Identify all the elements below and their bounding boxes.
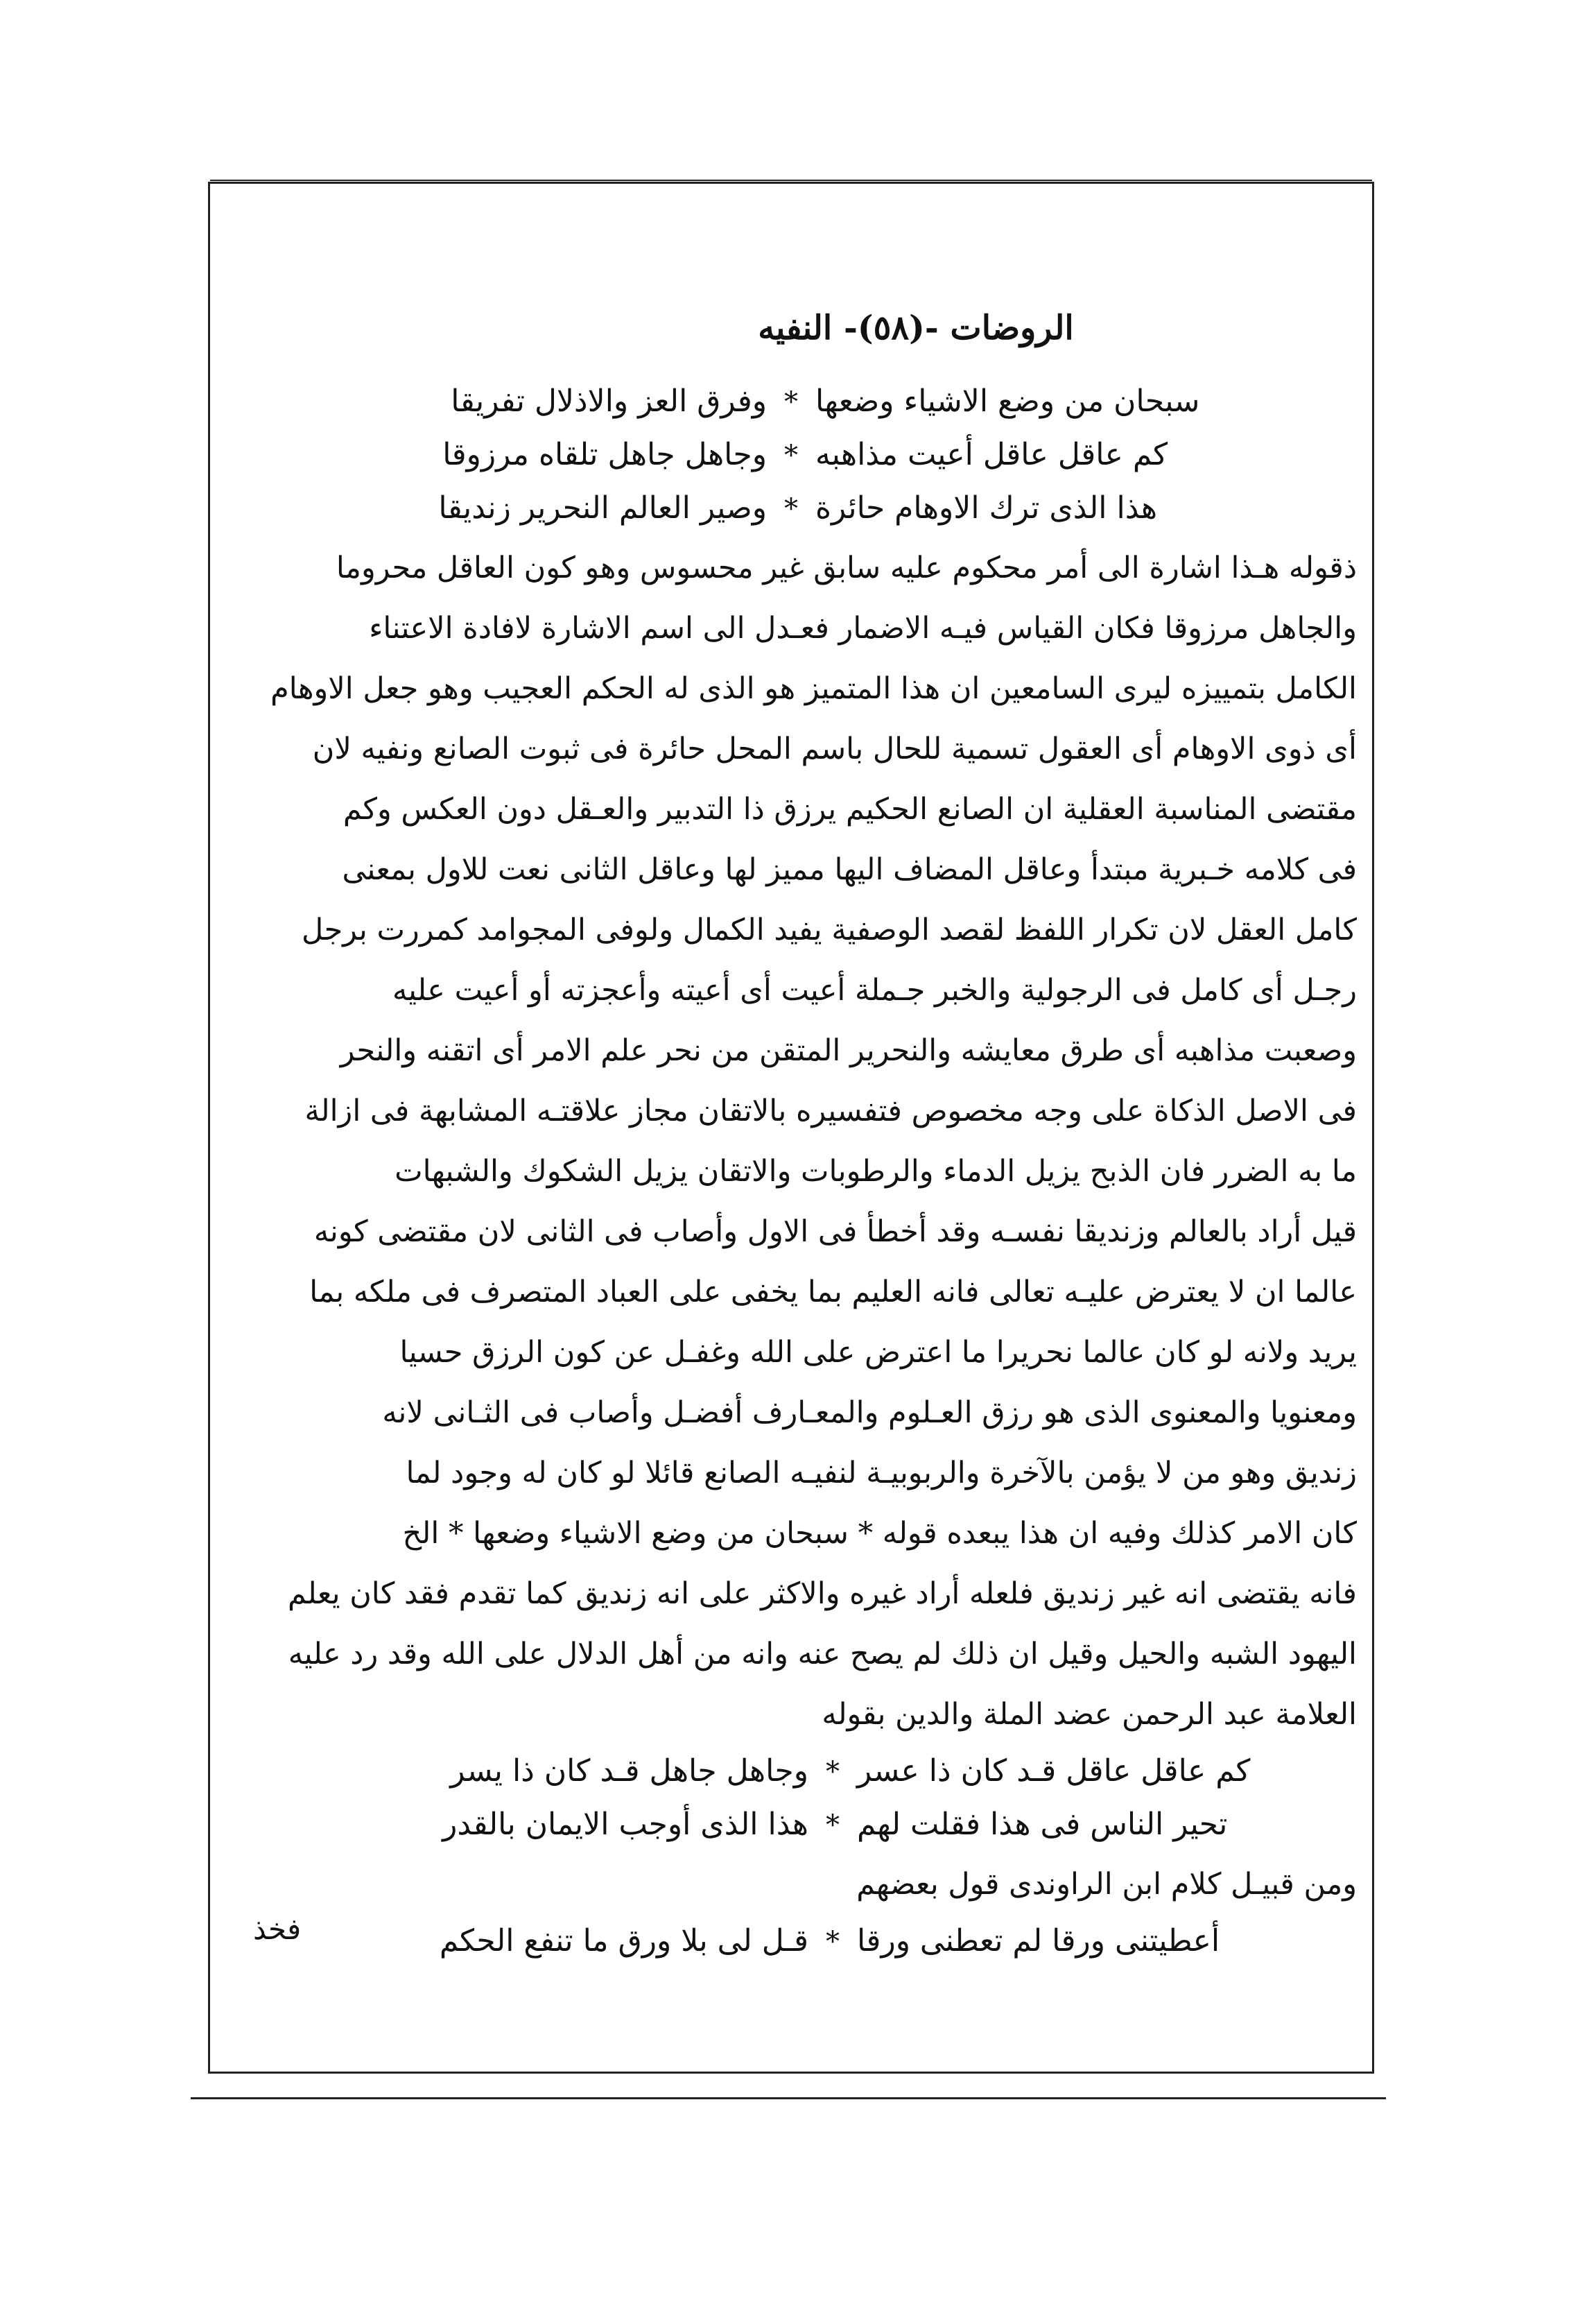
verse-hemistich-first: أعطيتنى ورقا لم تعطنى ورقا bbox=[857, 1923, 1220, 1959]
verse-line bbox=[225, 1745, 1357, 1798]
prose-line: فانه يقتضى انه غير زنديق فلعله أراد غيره والاكثر على انه زنديق كما تقدم فقد كان يعلم bbox=[287, 1576, 1357, 1611]
star-separator-icon: * bbox=[826, 1926, 840, 1958]
prose-line: العلامة عبد الرحمن عضد الملة والدين بقوله bbox=[822, 1697, 1357, 1732]
star-separator-icon: * bbox=[826, 1809, 840, 1841]
page-frame bbox=[208, 182, 1374, 2074]
running-title: الروضات -(٥٨)- النفيه bbox=[758, 309, 1074, 347]
star-separator-icon: * bbox=[784, 440, 798, 472]
prose-line: يريد ولانه لو كان عالما نحريرا ما اعترض على الله وغفـل عن كون الرزق حسيا bbox=[399, 1335, 1357, 1370]
verse-line bbox=[225, 482, 1357, 535]
prose-line: أى ذوى الاوهام أى العقول تسمية للحال باسم المحل حائرة فى ثبوت الصانع ونفيه لان bbox=[312, 732, 1357, 766]
verse-hemistich-second: هذا الذى أوجب الايمان بالقدر bbox=[442, 1807, 808, 1842]
prose-line: ومعنويا والمعنوى الذى هو رزق العـلوم والمعـارف أفضـل وأصاب فى الثـانى لانه bbox=[382, 1395, 1357, 1430]
verse-hemistich-second: وفرق العز والاذلال تفريقا bbox=[451, 384, 767, 419]
verse-hemistich-second: قـل لى بلا ورق ما تنفع الحكم bbox=[439, 1923, 808, 1959]
verse-hemistich-second: وجاهل جاهل قـد كان ذا يسر bbox=[450, 1753, 808, 1789]
prose-line: الكامل بتمييزه ليرى السامعين ان هذا المتميز هو الذى له الحكم العجيب وهو جعل الاوهام bbox=[270, 671, 1357, 706]
verse-line bbox=[225, 1915, 1357, 1968]
prose-line: ما به الضرر فان الذبح يزيل الدماء والرطوبات والاتقان يزيل الشكوك والشبهات bbox=[394, 1154, 1357, 1189]
prose-line: كان الامر كذلك وفيه ان هذا يبعده قوله * سبحان من وضع الاشياء وضعها * الخ bbox=[402, 1516, 1357, 1551]
commentary-prose-2 bbox=[225, 1854, 1357, 1915]
prose-line: ومن قبيـل كلام ابن الراوندى قول بعضهم bbox=[856, 1867, 1357, 1902]
prose-line: ذقوله هـذا اشارة الى أمر محكوم عليه سابق غير محسوس وهو كون العاقل محروما bbox=[336, 551, 1357, 585]
verse-hemistich-first: كم عاقل عاقل أعيت مذاهبه bbox=[815, 437, 1168, 472]
reply-verses bbox=[225, 1745, 1357, 1852]
prose-line: فى كلامه خـبرية مبتدأ وعاقل المضاف اليها مميز لها وعاقل الثانى نعت للاول بمعنى bbox=[342, 852, 1357, 887]
prose-line: رجـل أى كامل فى الرجولية والخبر جـملة أعيت أى أعيته وأعجزته أو أعيت عليه bbox=[392, 973, 1357, 1008]
verse-line bbox=[225, 375, 1357, 429]
star-separator-icon: * bbox=[784, 386, 798, 418]
prose-line: وصعبت مذاهبه أى طرق معايشه والنحرير المتقن من نحر علم الامر أى اتقنه والنحر bbox=[340, 1033, 1357, 1068]
verse-hemistich-first: تحير الناس فى هذا فقلت لهم bbox=[857, 1807, 1228, 1842]
top-rule bbox=[210, 180, 1372, 181]
prose-line: قيل أراد بالعالم وزنديقا نفسـه وقد أخطأ فى الاول وأصاب فى الثانى لان مقتضى كونه bbox=[313, 1214, 1357, 1249]
prose-line: اليهود الشبه والحيل وقيل ان ذلك لم يصح عنه وانه من أهل الدلال على الله وقد رد عليه bbox=[288, 1637, 1357, 1671]
prose-line: فى الاصل الذكاة على وجه مخصوص فتفسيره بالاتقان مجاز علاقتـه المشابهة فى ازالة bbox=[304, 1094, 1357, 1128]
verse-hemistich-first: كم عاقل عاقل قـد كان ذا عسر bbox=[857, 1753, 1251, 1789]
verse-hemistich-second: وصير العالم النحرير زنديقا bbox=[438, 490, 767, 526]
verse-hemistich-first: هذا الذى ترك الاوهام حائرة bbox=[815, 490, 1158, 526]
verse-hemistich-first: سبحان من وضع الاشياء وضعها bbox=[815, 384, 1200, 419]
verse-line bbox=[225, 1798, 1357, 1852]
final-verses bbox=[225, 1915, 1357, 1968]
star-separator-icon: * bbox=[784, 493, 798, 525]
page-content bbox=[225, 309, 1357, 1971]
prose-line: عالما ان لا يعترض عليـه تعالى فانه العليم بما يخفى على العباد المتصرف فى ملكه بما bbox=[309, 1275, 1357, 1309]
verse-line bbox=[225, 429, 1357, 482]
catchword: فخذ bbox=[253, 1912, 302, 1946]
bottom-rule bbox=[191, 2097, 1386, 2099]
verse-hemistich-second: وجاهل جاهل تلقاه مرزوقا bbox=[442, 437, 767, 472]
opening-verses bbox=[225, 375, 1357, 535]
commentary-prose bbox=[225, 538, 1357, 1745]
prose-line: زنديق وهو من لا يؤمن بالآخرة والربوبيـة لنفيـه الصانع قائلا لو كان له وجود لما bbox=[406, 1456, 1357, 1490]
prose-line: كامل العقل لان تكرار اللفظ لقصد الوصفية يفيد الكمال ولوفى المجوامد كمررت برجل bbox=[302, 913, 1357, 947]
prose-line: والجاهل مرزوقا فكان القياس فيـه الاضمار فعـدل الى اسم الاشارة لافادة الاعتناء bbox=[369, 611, 1357, 646]
prose-line: مقتضى المناسبة العقلية ان الصانع الحكيم يرزق ذا التدبير والعـقل دون العكس وكم bbox=[343, 792, 1357, 827]
star-separator-icon: * bbox=[826, 1756, 840, 1788]
